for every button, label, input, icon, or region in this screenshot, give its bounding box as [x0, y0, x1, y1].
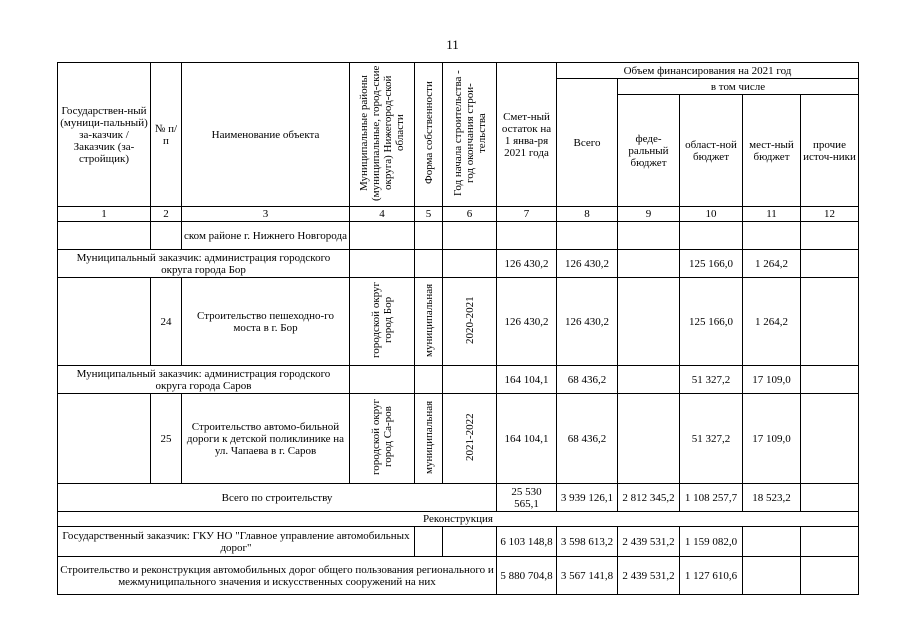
table-row [58, 222, 859, 250]
value-cell: 3 567 141,8 [557, 557, 618, 595]
construction-years: 2020-2021 [463, 296, 476, 344]
value-cell: 164 104,1 [497, 366, 557, 394]
customer-label: Муниципальный заказчик: администрация городского округа города Саров [58, 366, 350, 394]
section-label: Строительство и реконструкция автомобильных дорог общего пользования регионального и межмуниципального значения и искусственных сооружений на них [58, 557, 497, 595]
value-cell: 2 439 531,2 [618, 527, 680, 557]
value-cell: 164 104,1 [497, 394, 557, 484]
value-cell: 6 103 148,8 [497, 527, 557, 557]
header-object-name: Наименование объекта [182, 63, 350, 207]
value-cell: 126 430,2 [497, 250, 557, 278]
col-number: 8 [557, 207, 618, 222]
col-number: 2 [151, 207, 182, 222]
value-cell: 125 166,0 [680, 250, 743, 278]
col-number: 6 [443, 207, 497, 222]
value-cell: 17 109,0 [743, 366, 801, 394]
object-name: Строительство пешеходно-го моста в г. Бор [182, 278, 350, 366]
value-cell: 1 264,2 [743, 250, 801, 278]
table-row [58, 278, 859, 366]
col-number: 7 [497, 207, 557, 222]
customer-label: Государственный заказчик: ГКУ НО "Главное управление автомобильных дорог" [58, 527, 415, 557]
table-row [58, 366, 859, 394]
value-cell: 1 127 610,6 [680, 557, 743, 595]
customer-label: Муниципальный заказчик: администрация городского округа города Бор [58, 250, 350, 278]
object-name: Строительство автомо-бильной дороги к детской поликлинике на ул. Чапаева в г. Саров [182, 394, 350, 484]
value-cell: 126 430,2 [497, 278, 557, 366]
header-financing-volume: Объем финансирования на 2021 год [557, 63, 859, 79]
value-cell: 17 109,0 [743, 394, 801, 484]
item-number: 24 [151, 278, 182, 366]
page-number: 11 [446, 37, 459, 52]
col-number: 5 [415, 207, 443, 222]
ownership-form: муниципальная [422, 400, 435, 474]
header-estimated-balance: Смет-ный остаток на 1 янва-ря 2021 года [497, 63, 557, 207]
value-cell: 25 530 565,1 [497, 484, 557, 512]
value-cell: 1 108 257,7 [680, 484, 743, 512]
section-row [58, 512, 859, 527]
header-federal: феде-ральный бюджет [618, 95, 680, 207]
table-row [58, 557, 859, 595]
district-name: городской округ город Са-ров [370, 398, 394, 476]
col-number: 4 [350, 207, 415, 222]
value-cell: 5 880 704,8 [497, 557, 557, 595]
object-name: ском районе г. Нижнего Новгорода [182, 222, 350, 250]
value-cell: 3 939 126,1 [557, 484, 618, 512]
col-number: 1 [58, 207, 151, 222]
table-row [58, 394, 859, 484]
value-cell: 125 166,0 [680, 278, 743, 366]
col-number: 12 [801, 207, 859, 222]
section-title: Реконструкция [58, 512, 859, 527]
value-cell: 1 264,2 [743, 278, 801, 366]
header-other: прочие источ-ники [801, 95, 859, 207]
ownership-form: муниципальная [422, 283, 435, 357]
header-local: мест-ный бюджет [743, 95, 801, 207]
header-total: Всего [557, 79, 618, 207]
header-district: Муниципальные районы (муниципальные, город-ские округа) Нижегород-ской области [358, 65, 406, 201]
financing-table [57, 62, 859, 595]
header-number: № п/п [151, 63, 182, 207]
value-cell: 126 430,2 [557, 250, 618, 278]
header-years: Год начала строительства - год окончания строи-тельства [451, 70, 488, 196]
total-row [58, 484, 859, 512]
col-number: 9 [618, 207, 680, 222]
value-cell: 3 598 613,2 [557, 527, 618, 557]
value-cell: 51 327,2 [680, 394, 743, 484]
header-customer: Государствен-ный (муници-пальный) за-казчик / Заказчик (за-стройщик) [58, 63, 151, 207]
value-cell: 1 159 082,0 [680, 527, 743, 557]
total-label: Всего по строительству [58, 484, 497, 512]
value-cell: 68 436,2 [557, 366, 618, 394]
item-number: 25 [151, 394, 182, 484]
col-number: 3 [182, 207, 350, 222]
col-number: 10 [680, 207, 743, 222]
district-name: городской округ город Бор [370, 281, 394, 359]
value-cell: 51 327,2 [680, 366, 743, 394]
table-row [58, 527, 859, 557]
value-cell: 68 436,2 [557, 394, 618, 484]
value-cell: 126 430,2 [557, 278, 618, 366]
column-number-row [58, 207, 859, 222]
header-ownership: Форма собственности [422, 81, 435, 185]
construction-years: 2021-2022 [463, 413, 476, 461]
value-cell: 18 523,2 [743, 484, 801, 512]
value-cell: 2 812 345,2 [618, 484, 680, 512]
header-including: в том числе [618, 79, 859, 95]
value-cell: 2 439 531,2 [618, 557, 680, 595]
table-row [58, 250, 859, 278]
header-regional: област-ной бюджет [680, 95, 743, 207]
col-number: 11 [743, 207, 801, 222]
